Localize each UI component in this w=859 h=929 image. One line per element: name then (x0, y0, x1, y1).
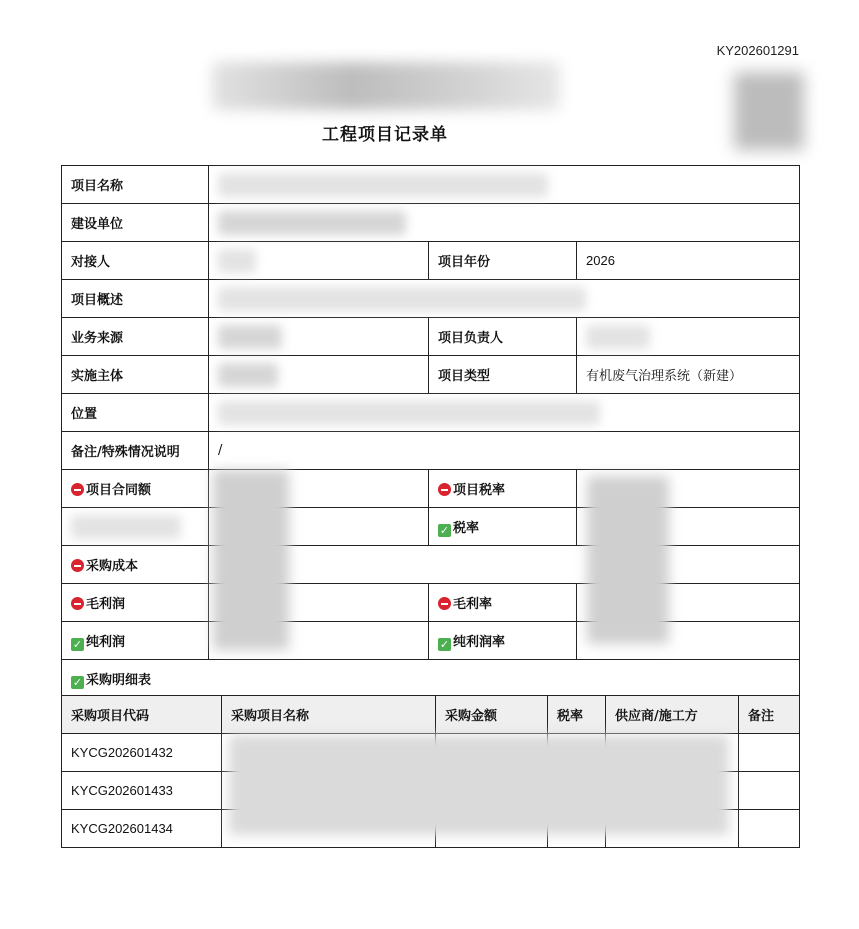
overview-value (209, 280, 800, 318)
purchase-code: KYCG202601434 (62, 810, 222, 848)
redacted-value (218, 363, 278, 387)
row-builder (62, 204, 800, 242)
gross-profit-label: 毛利润 (86, 597, 126, 612)
stop-icon (438, 597, 451, 610)
project-type-label: 项目类型 (429, 356, 577, 394)
check-icon: ✓ (439, 637, 450, 651)
col-header-remark: 备注 (739, 696, 800, 734)
project-name-label: 项目名称 (62, 166, 209, 204)
business-source-value (209, 318, 429, 356)
row-tax-rate (62, 508, 800, 546)
purchase-cost-value (209, 546, 800, 584)
business-source-label: 业务来源 (62, 318, 209, 356)
page-title: 工程项目记录单 (322, 125, 448, 145)
gross-profit-cell (62, 584, 209, 622)
project-tax-cell (429, 470, 577, 508)
redacted-value (218, 325, 282, 349)
project-lead-value (577, 318, 800, 356)
redacted-value (218, 211, 406, 235)
stop-icon (71, 483, 84, 496)
stop-icon (71, 597, 84, 610)
col-header-code: 采购项目代码 (62, 696, 222, 734)
executor-value (209, 356, 429, 394)
redacted-value (218, 249, 256, 273)
project-year-label: 项目年份 (429, 242, 577, 280)
row-purchase-cost (62, 546, 800, 584)
project-year-value: 2026 (577, 242, 800, 280)
redacted-value (586, 325, 650, 349)
notes-value: / (209, 432, 800, 470)
project-type-value: 有机废气治理系统（新建） (577, 356, 800, 394)
purchase-cost-cell (62, 546, 209, 584)
purchase-code: KYCG202601432 (62, 734, 222, 772)
document-number: KY202601291 (716, 43, 799, 58)
row-net-profit (62, 622, 800, 660)
redacted-rates (587, 476, 669, 644)
project-info-table (61, 165, 800, 698)
redacted-purchase-details (229, 735, 729, 835)
col-header-name: 采购项目名称 (222, 696, 436, 734)
redacted-value (218, 287, 586, 311)
location-label: 位置 (62, 394, 209, 432)
gross-margin-label: 毛利率 (453, 597, 493, 612)
purchase-remark (739, 772, 800, 810)
redacted-label-cell (62, 508, 209, 546)
redacted-company-header (212, 62, 560, 110)
row-executor (62, 356, 800, 394)
row-business-source (62, 318, 800, 356)
row-purchase-detail (62, 660, 800, 698)
tax-rate-label: 税率 (453, 520, 480, 536)
check-icon: ✓ (439, 523, 450, 537)
redacted-value (218, 173, 548, 197)
col-header-amount: 采购金额 (436, 696, 548, 734)
purchase-remark (739, 734, 800, 772)
check-icon: ✓ (72, 675, 83, 689)
row-gross-profit (62, 584, 800, 622)
redacted-amounts (213, 470, 289, 650)
project-lead-label: 项目负责人 (429, 318, 577, 356)
net-margin-label: 纯利润率 (453, 634, 506, 650)
location-value (209, 394, 800, 432)
detail-header-row (62, 696, 800, 734)
project-tax-label: 项目税率 (453, 483, 506, 498)
purchase-detail-label: 采购明细表 (86, 672, 152, 688)
check-icon: ✓ (72, 637, 83, 651)
contact-value (209, 242, 429, 280)
row-location (62, 394, 800, 432)
gross-margin-cell (429, 584, 577, 622)
row-overview (62, 280, 800, 318)
net-profit-label: 纯利润 (86, 634, 126, 650)
stop-icon (71, 559, 84, 572)
col-header-tax: 税率 (548, 696, 606, 734)
row-project-name (62, 166, 800, 204)
tax-rate-cell (429, 508, 577, 546)
redacted-value (71, 515, 181, 539)
net-profit-cell (62, 622, 209, 660)
row-contract-amount (62, 470, 800, 508)
row-contact (62, 242, 800, 280)
contract-amount-cell (62, 470, 209, 508)
purchase-detail-cell (62, 660, 800, 698)
notes-label: 备注/特殊情况说明 (62, 432, 209, 470)
project-name-value (209, 166, 800, 204)
contract-amount-label: 项目合同额 (86, 483, 152, 498)
overview-label: 项目概述 (62, 280, 209, 318)
builder-label: 建设单位 (62, 204, 209, 242)
net-margin-cell (429, 622, 577, 660)
purchase-cost-label: 采购成本 (86, 559, 139, 574)
builder-value (209, 204, 800, 242)
purchase-code: KYCG202601433 (62, 772, 222, 810)
executor-label: 实施主体 (62, 356, 209, 394)
col-header-supplier: 供应商/施工方 (606, 696, 739, 734)
purchase-remark (739, 810, 800, 848)
row-notes (62, 432, 800, 470)
stop-icon (438, 483, 451, 496)
redacted-value (218, 401, 600, 425)
contact-label: 对接人 (62, 242, 209, 280)
